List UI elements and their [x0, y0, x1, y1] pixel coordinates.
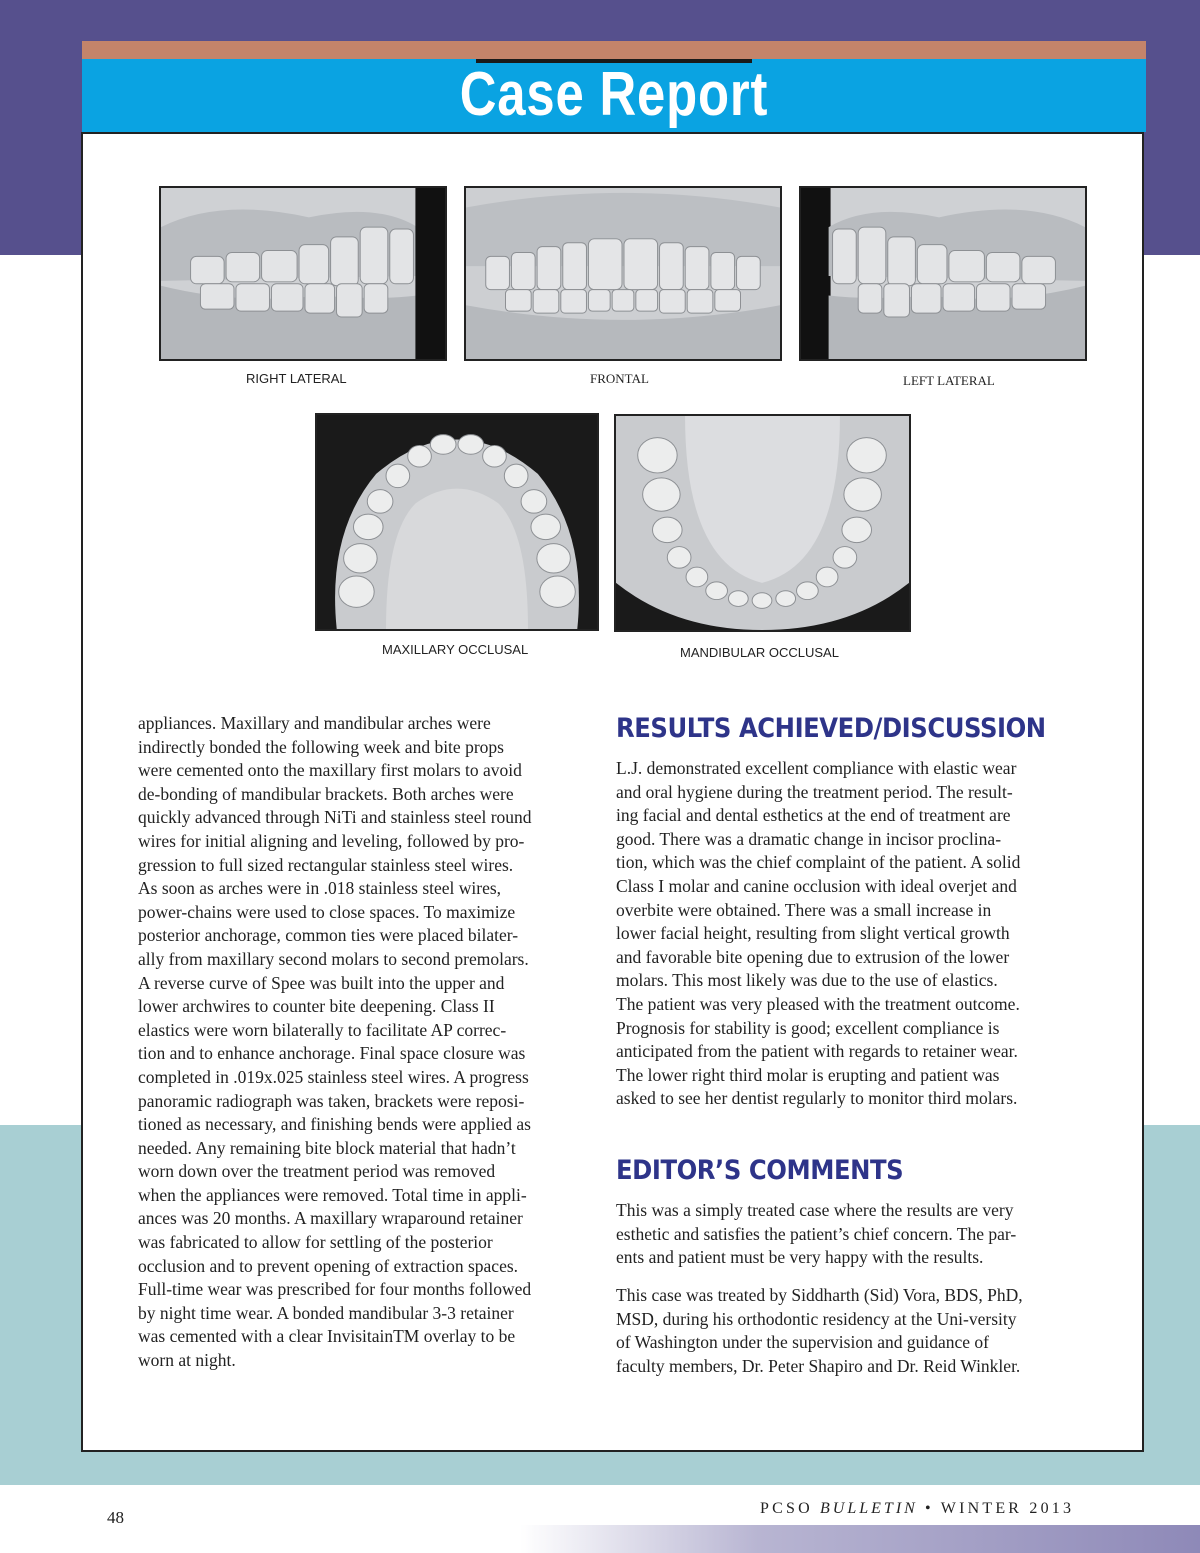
text-line: and favorable bite opening due to extrusion of the lower: [616, 946, 1010, 967]
page-number: 48: [107, 1508, 124, 1527]
text-line: panoramic radiograph was taken, brackets were reposi-: [138, 1090, 525, 1111]
results-heading: RESULTS ACHIEVED/DISCUSSION: [616, 713, 1046, 744]
text-line: ents and patient must be very happy with the results.: [616, 1247, 984, 1268]
text-line: indirectly bonded the following week and bite props: [138, 736, 504, 757]
text-line: lower archwires to counter bite deepening. Class II: [138, 996, 495, 1017]
text-line: overbite were obtained. There was a small increase in: [616, 899, 992, 920]
text-line: As soon as arches were in .018 stainless steel wires,: [138, 878, 502, 899]
text-line: when the appliances were removed. Total time in appli-: [138, 1184, 527, 1205]
text-line: The lower right third molar is erupting and patient was: [616, 1064, 1000, 1085]
text-line: tioned as necessary, and finishing bends were applied as: [138, 1114, 531, 1135]
text-line: anticipated from the patient with regards to retainer wear.: [616, 1041, 1018, 1062]
text-line: gression to full sized rectangular stainless steel wires.: [138, 854, 514, 875]
pub-prefix: PCSO: [760, 1500, 813, 1517]
text-line: was fabricated to allow for settling of the posterior: [138, 1232, 493, 1253]
results-text: [616, 757, 1076, 1111]
page-title: Case Report: [459, 60, 769, 129]
text-line: wires for initial aligning and leveling, followed by pro-: [138, 830, 525, 851]
caption-mandibular-occlusal: MANDIBULAR OCCLUSAL: [680, 645, 839, 660]
text-line: good. There was a dramatic change in incisor proclina-: [616, 828, 1002, 849]
left-column-text: [138, 712, 588, 1373]
text-line: faculty members, Dr. Peter Shapiro and Dr. Reid Winkler.: [616, 1355, 1021, 1376]
text-line: of Washington under the supervision and guidance of: [616, 1332, 989, 1353]
text-line: appliances. Maxillary and mandibular arches were: [138, 713, 491, 733]
text-line: worn down over the treatment period was removed: [138, 1161, 496, 1182]
text-line: ally from maxillary second molars to second premolars.: [138, 948, 529, 969]
pub-name: BULLETIN: [820, 1500, 918, 1517]
caption-frontal: FRONTAL: [590, 371, 649, 386]
text-line: was cemented with a clear InvisitainTM overlay to be: [138, 1326, 516, 1347]
text-line: tion and to enhance anchorage. Final space closure was: [138, 1043, 526, 1064]
text-line: power-chains were used to close spaces. To maximize: [138, 901, 516, 922]
photo-right-lateral: [159, 186, 447, 361]
text-line: MSD, during his orthodontic residency at the Uni-versity: [616, 1308, 1017, 1329]
editor-heading: EDITOR’S COMMENTS: [616, 1155, 904, 1186]
text-line: Class I molar and canine occlusion with ideal overjet and: [616, 875, 1017, 896]
text-line: This case was treated by Siddharth (Sid) Vora, BDS, PhD,: [616, 1285, 1023, 1305]
photo-maxillary-occlusal: [315, 413, 599, 631]
pub-separator: •: [925, 1500, 934, 1517]
text-line: posterior anchorage, common ties were placed bilater-: [138, 925, 519, 946]
photo-mandibular-occlusal: [614, 414, 911, 632]
text-line: molars. This most likely was due to the use of elastics.: [616, 970, 998, 991]
caption-right-lateral: RIGHT LATERAL: [246, 371, 347, 386]
text-line: Prognosis for stability is good; excellent compliance is: [616, 1017, 1000, 1038]
text-line: esthetic and satisfies the patient’s chief concern. The par-: [616, 1223, 1017, 1244]
text-line: Full-time wear was prescribed for four months followed: [138, 1279, 532, 1300]
text-line: de-bonding of mandibular brackets. Both arches were: [138, 783, 514, 804]
text-line: lower facial height, resulting from slight vertical growth: [616, 923, 1010, 944]
text-line: quickly advanced through NiTi and stainless steel round: [138, 807, 532, 828]
footer-gradient: [520, 1525, 1200, 1553]
editor-paragraph-2: [616, 1284, 1076, 1378]
text-line: were cemented onto the maxillary first molars to avoid: [138, 760, 522, 781]
text-line: ances was 20 months. A maxillary wraparound retainer: [138, 1208, 523, 1229]
text-line: L.J. demonstrated excellent compliance with elastic wear: [616, 758, 1017, 778]
text-line: occlusion and to prevent opening of extraction spaces.: [138, 1255, 519, 1276]
text-line: needed. Any remaining bite block material that hadn’t: [138, 1137, 516, 1158]
photo-frontal: [464, 186, 782, 361]
text-line: ing facial and dental esthetics at the end of treatment are: [616, 805, 1011, 826]
text-line: and oral hygiene during the treatment period. The result-: [616, 781, 1013, 802]
text-line: worn at night.: [138, 1350, 236, 1371]
caption-maxillary-occlusal: MAXILLARY OCCLUSAL: [382, 642, 529, 657]
text-line: by night time wear. A bonded mandibular 3-3 retainer: [138, 1302, 514, 1323]
text-line: asked to see her dentist regularly to monitor third molars.: [616, 1088, 1018, 1109]
publication-line: [760, 1500, 1074, 1518]
text-line: A reverse curve of Spee was built into the upper and: [138, 972, 505, 993]
editor-paragraph-1: [616, 1199, 1076, 1270]
text-line: elastics were worn bilaterally to facilitate AP correc-: [138, 1019, 507, 1040]
header-accent-bar: [82, 41, 1146, 59]
text-line: completed in .019x.025 stainless steel wires. A progress: [138, 1066, 529, 1087]
text-line: This was a simply treated case where the results are very: [616, 1200, 1014, 1220]
pub-issue: WINTER 2013: [940, 1500, 1075, 1517]
text-line: The patient was very pleased with the treatment outcome.: [616, 993, 1020, 1014]
caption-left-lateral: LEFT LATERAL: [903, 373, 995, 388]
photo-left-lateral: [799, 186, 1087, 361]
text-line: tion, which was the chief complaint of the patient. A solid: [616, 852, 1021, 873]
